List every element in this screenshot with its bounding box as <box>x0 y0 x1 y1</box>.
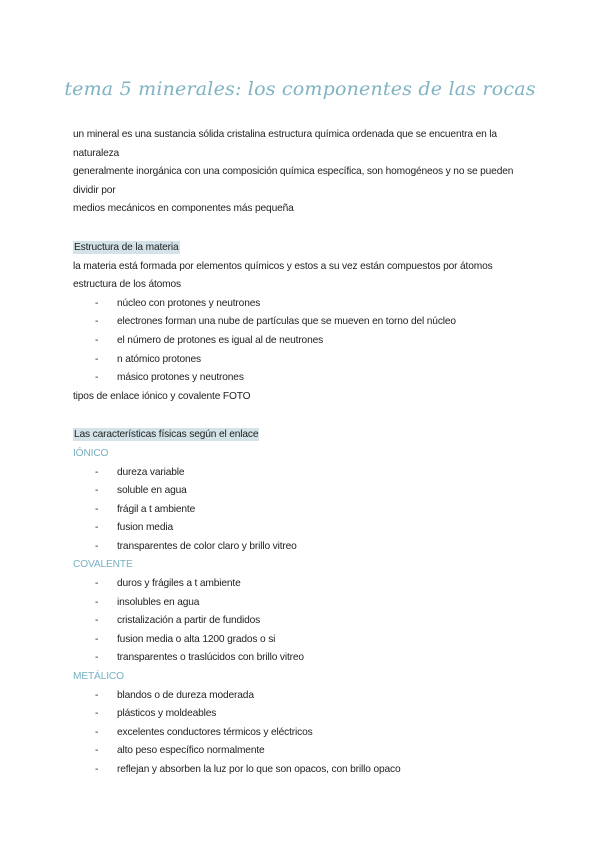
subheading-ionico: IÓNICO <box>73 447 109 459</box>
body-line: la materia está formada por elementos químicos y estos a su vez están compuestos por átomos <box>73 260 493 272</box>
section-caracteristicas <box>73 426 533 779</box>
bullet-dash: - <box>95 316 99 328</box>
list-item <box>95 742 533 761</box>
bullet-dash: - <box>95 522 99 534</box>
bullet-dash: - <box>95 372 99 384</box>
bullet-dash: - <box>95 764 99 775</box>
list-item-text: cristalización a partir de fundidos <box>117 615 261 627</box>
document-body <box>73 126 533 800</box>
bullet-list <box>95 464 533 557</box>
list-item-text: fusion media o alta 1200 grados o si <box>117 633 276 645</box>
body-line: tipos de enlace iónico y covalente FOTO <box>73 390 251 402</box>
list-item-text: fusion media <box>117 522 173 534</box>
page-title: tema 5 minerales: los componentes de las rocas <box>64 78 536 100</box>
list-item <box>95 332 533 351</box>
list-item-text: n atómico protones <box>117 353 201 365</box>
list-item <box>95 369 533 388</box>
list-item <box>95 575 533 594</box>
bullet-dash: - <box>95 708 99 720</box>
intro-paragraph <box>73 126 533 219</box>
list-item <box>95 482 533 501</box>
bullet-dash: - <box>95 633 99 645</box>
list-item <box>95 501 533 520</box>
section-heading: Estructura de la materia <box>74 241 179 253</box>
list-item-text: duros y frágiles a t ambiente <box>117 578 241 590</box>
bullet-dash: - <box>95 334 99 346</box>
list-item <box>95 295 533 314</box>
subheading-covalente: COVALENTE <box>73 559 133 571</box>
bullet-dash: - <box>95 466 99 478</box>
list-item <box>95 351 533 370</box>
list-item-text: insolubles en agua <box>117 596 200 608</box>
list-item <box>95 464 533 483</box>
list-item <box>95 519 533 538</box>
body-line: estructura de los átomos <box>73 279 181 291</box>
bullet-dash: - <box>95 297 99 309</box>
list-item <box>95 649 533 668</box>
list-item <box>95 313 533 332</box>
list-item-text: dureza variable <box>117 466 185 478</box>
list-item <box>95 631 533 650</box>
bullet-dash: - <box>95 540 99 552</box>
bullet-list <box>95 295 533 388</box>
subheading-metalico: METÁLICO <box>73 671 124 683</box>
list-item-text: reflejan y absorben la luz por lo que son opacos, con brillo opaco <box>117 764 401 775</box>
bullet-dash: - <box>95 615 99 627</box>
list-item <box>95 687 533 706</box>
list-item-text: frágil a t ambiente <box>117 503 196 515</box>
intro-line: medios mecánicos en componentes más pequeña <box>73 203 294 215</box>
list-item <box>95 594 533 613</box>
list-item <box>95 705 533 724</box>
intro-line: generalmente inorgánica con una composición química específica, son homogéneos y no se pueden dividir por <box>73 166 514 196</box>
bullet-dash: - <box>95 485 99 497</box>
list-item-text: electrones forman una nube de partículas que se mueven en torno del núcleo <box>117 316 456 328</box>
intro-line: un mineral es una sustancia sólida cristalina estructura química ordenada que se encuentra en la naturaleza <box>73 129 497 159</box>
bullet-dash: - <box>95 689 99 701</box>
section-heading: Las características físicas según el enlace <box>74 429 259 441</box>
list-item <box>95 538 533 557</box>
list-item-text: transparentes o traslúcidos con brillo vitreo <box>117 652 304 664</box>
bullet-dash: - <box>95 745 99 757</box>
bullet-dash: - <box>95 652 99 664</box>
list-item-text: núcleo con protones y neutrones <box>117 297 261 309</box>
list-item <box>95 724 533 743</box>
bullet-dash: - <box>95 353 99 365</box>
list-item-text: blandos o de dureza moderada <box>117 689 254 701</box>
bullet-list <box>95 575 533 668</box>
list-item-text: transparentes de color claro y brillo vitreo <box>117 540 297 552</box>
bullet-dash: - <box>95 578 99 590</box>
list-item-text: el número de protones es igual al de neutrones <box>117 334 324 346</box>
list-item-text: alto peso específico normalmente <box>117 745 265 757</box>
bullet-dash: - <box>95 503 99 515</box>
list-item-text: másico protones y neutrones <box>117 372 244 384</box>
bullet-list <box>95 687 533 780</box>
list-item <box>95 761 533 780</box>
bullet-dash: - <box>95 726 99 738</box>
list-item-text: excelentes conductores térmicos y eléctricos <box>117 726 313 738</box>
section-estructura <box>73 239 533 406</box>
list-item <box>95 612 533 631</box>
list-item-text: soluble en agua <box>117 485 187 497</box>
bullet-dash: - <box>95 596 99 608</box>
list-item-text: plásticos y moldeables <box>117 708 217 720</box>
